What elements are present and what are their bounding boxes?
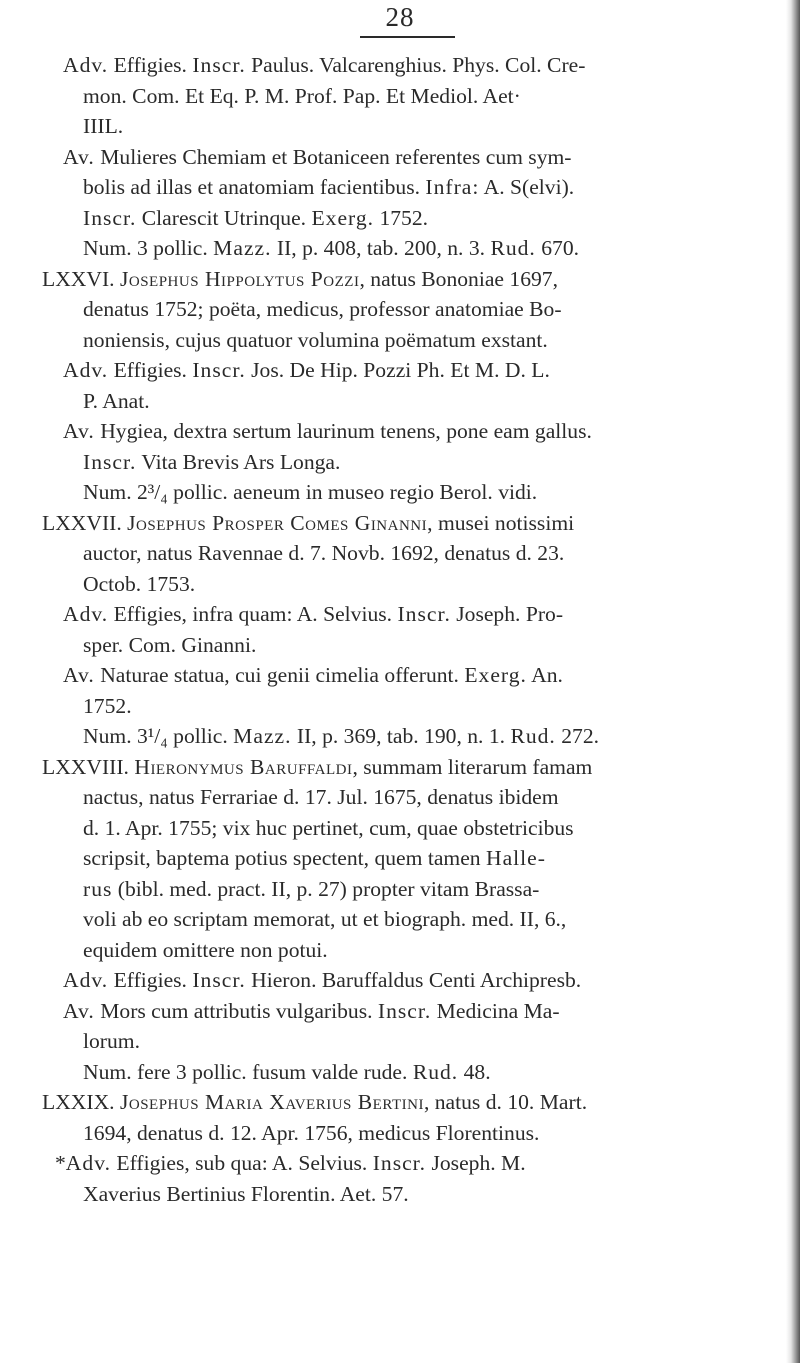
text-run: 670. bbox=[535, 236, 580, 260]
text-run: II, p. 369, tab. 190, n. 1. bbox=[291, 724, 511, 748]
text-run: Inscr. bbox=[83, 205, 137, 230]
text-run: noniensis, cujus quatuor volumina poëmatum exstant. bbox=[83, 327, 548, 352]
text-line bbox=[83, 721, 599, 752]
text-run: , musei notissimi bbox=[427, 510, 575, 535]
text-run: Inscr. bbox=[372, 1151, 427, 1175]
text-run: Inscr. bbox=[192, 358, 246, 382]
text-line bbox=[83, 813, 574, 844]
text-run: Adv. bbox=[63, 968, 109, 992]
text-run: Josephus Maria Xaverius Bertini bbox=[119, 1090, 424, 1114]
text-run: Octob. 1753. bbox=[83, 571, 196, 596]
text-run: Adv. bbox=[63, 53, 109, 77]
text-line bbox=[83, 233, 579, 264]
text-run: mon. Com. Et Eq. P. M. Prof. Pap. Et Mediol. Aet· bbox=[83, 83, 521, 108]
text-run: Xaverius Bertinius Florentin. Aet. 57. bbox=[83, 1181, 409, 1206]
text-run: IIIL. bbox=[83, 114, 124, 138]
text-line bbox=[42, 508, 574, 539]
text-line bbox=[42, 264, 558, 295]
text-run: , summam literarum famam bbox=[352, 754, 593, 779]
text-line bbox=[63, 965, 581, 996]
text-run: Adv. bbox=[63, 602, 109, 626]
text-line bbox=[83, 538, 564, 569]
text-run: rus bbox=[83, 876, 113, 901]
text-line bbox=[83, 1118, 539, 1149]
text-run: Rud. bbox=[412, 1059, 459, 1084]
text-line bbox=[63, 660, 563, 691]
text-run: Rud. bbox=[510, 724, 556, 748]
text-run: nactus, natus Ferrariae d. 17. Jul. 1675, denatus ibidem bbox=[83, 785, 559, 809]
text-line bbox=[42, 752, 592, 783]
text-line bbox=[83, 843, 546, 874]
text-run: Av. bbox=[63, 144, 95, 169]
text-run: auctor, natus Ravennae d. 7. Novb. 1692, denatus d. 23. bbox=[83, 541, 565, 565]
text-line bbox=[83, 904, 566, 935]
text-run: LXXVIII. bbox=[42, 754, 135, 779]
text-line bbox=[63, 416, 592, 447]
text-run: Effigies. bbox=[108, 968, 193, 992]
text-run: Num. fere 3 pollic. fusum valde rude. bbox=[83, 1059, 413, 1084]
text-run: Medicina Ma- bbox=[431, 998, 560, 1023]
text-line bbox=[83, 691, 132, 722]
text-run: LXXVII. bbox=[42, 510, 128, 535]
text-line bbox=[63, 599, 563, 630]
text-run: Naturae statua, cui genii cimelia offerunt. bbox=[94, 663, 465, 687]
text-line bbox=[83, 386, 150, 417]
text-line bbox=[63, 355, 550, 386]
text-line bbox=[42, 1087, 587, 1118]
text-line bbox=[83, 935, 328, 966]
text-run: equidem omittere non potui. bbox=[83, 937, 328, 962]
text-run: sper. Com. Ginanni. bbox=[83, 632, 257, 657]
text-line bbox=[83, 1179, 409, 1210]
text-run: Exerg. bbox=[464, 663, 527, 687]
text-line bbox=[63, 996, 560, 1027]
text-run: Adv. bbox=[63, 358, 109, 382]
text-line bbox=[83, 1057, 491, 1088]
text-run: Inscr. bbox=[192, 53, 246, 77]
text-run: d. 1. Apr. 1755; vix huc pertinet, cum, quae obstetricibus bbox=[83, 815, 574, 840]
page-number-rule bbox=[360, 36, 455, 38]
text-line bbox=[83, 630, 256, 661]
text-run: Av. bbox=[63, 663, 95, 687]
text-run: Joseph. Pro- bbox=[450, 602, 564, 626]
text-run: (bibl. med. pract. II, p. 27) propter vitam Brassa- bbox=[112, 876, 540, 901]
text-run: bolis ad illas et anatomiam facientibus. bbox=[83, 175, 426, 199]
text-run: 1752. bbox=[374, 205, 429, 230]
page-number: 28 bbox=[385, 2, 415, 32]
text-run: scripsit, baptema potius spectent, quem tamen bbox=[83, 846, 486, 870]
text-run: , natus d. 10. Mart. bbox=[423, 1090, 588, 1114]
text-line bbox=[83, 1026, 140, 1057]
text-run: Mors cum attributis vulgaribus. bbox=[94, 998, 378, 1023]
text-run: denatus 1752; poëta, medicus, professor anatomiae Bo- bbox=[83, 297, 562, 321]
text-line bbox=[83, 325, 548, 356]
text-run: An. bbox=[526, 663, 563, 687]
text-run: voli ab eo scriptam memorat, ut et biograph. med. II, 6., bbox=[83, 907, 567, 931]
text-run: Effigies. bbox=[108, 53, 193, 77]
text-run: LXXIX. bbox=[42, 1090, 120, 1114]
text-run: Num. 2³/₄ pollic. aeneum in museo regio Berol. vidi. bbox=[83, 480, 538, 504]
text-run: Inscr. bbox=[83, 449, 137, 474]
text-run: Inscr. bbox=[192, 968, 246, 992]
text-run: P. Anat. bbox=[83, 388, 150, 413]
text-run: Josephus Hippolytus Pozzi bbox=[119, 266, 360, 291]
text-run: Josephus Prosper Comes Ginanni bbox=[127, 510, 428, 535]
text-run: Mazz. bbox=[213, 236, 272, 260]
text-run: lorum. bbox=[83, 1029, 140, 1053]
text-run: II, p. 408, tab. 200, n. 3. bbox=[271, 236, 491, 260]
text-run: 272. bbox=[555, 724, 600, 748]
text-run: Halle- bbox=[486, 846, 546, 870]
text-run: Rud. bbox=[490, 236, 536, 260]
text-run: Av. bbox=[63, 998, 95, 1023]
text-run: 1752. bbox=[83, 693, 132, 718]
text-line bbox=[63, 50, 585, 81]
text-run: 48. bbox=[458, 1059, 491, 1084]
text-line bbox=[83, 569, 195, 600]
text-run: Jos. De Hip. Pozzi Ph. Et M. D. L. bbox=[245, 358, 550, 382]
text-line bbox=[83, 111, 123, 142]
text-run: Av. bbox=[63, 419, 95, 443]
text-run: Clarescit Utrinque. bbox=[136, 205, 312, 230]
text-line bbox=[83, 447, 340, 478]
text-line bbox=[83, 874, 539, 905]
text-line bbox=[55, 1148, 526, 1179]
text-run: Num. 3¹/₄ pollic. bbox=[83, 724, 234, 748]
text-line bbox=[63, 142, 572, 173]
text-run: Adv. bbox=[65, 1151, 111, 1175]
text-run: Paulus. Valcarenghius. Phys. Col. Cre- bbox=[245, 53, 586, 77]
text-run: Exerg. bbox=[311, 205, 375, 230]
text-line bbox=[83, 81, 521, 112]
text-run: Effigies, sub qua: A. Selvius. bbox=[110, 1151, 373, 1175]
text-run: Infra: bbox=[425, 175, 480, 199]
text-run: Joseph. M. bbox=[426, 1151, 526, 1175]
text-run: Hygiea, dextra sertum laurinum tenens, pone eam gallus. bbox=[94, 419, 592, 443]
text-run: LXXVI. bbox=[42, 266, 120, 291]
text-line bbox=[83, 294, 562, 325]
text-line bbox=[83, 203, 428, 234]
text-run: A. S(elvi). bbox=[479, 175, 575, 199]
text-run: 1694, denatus d. 12. Apr. 1756, medicus Florentinus. bbox=[83, 1120, 540, 1145]
text-run: Num. 3 pollic. bbox=[83, 236, 214, 260]
text-run: Mulieres Chemiam et Botaniceen referentes cum sym- bbox=[94, 144, 572, 169]
text-run: Inscr. bbox=[397, 602, 451, 626]
text-run: , natus Bononiae 1697, bbox=[359, 266, 558, 291]
text-run: Mazz. bbox=[233, 724, 292, 748]
text-run: Hieron. Baruffaldus Centi Archipresb. bbox=[245, 968, 582, 992]
text-run: Vita Brevis Ars Longa. bbox=[136, 449, 341, 474]
text-run: Hieronymus Baruffaldi bbox=[134, 754, 353, 779]
text-line bbox=[83, 782, 559, 813]
text-line bbox=[83, 172, 574, 203]
text-run: Effigies. bbox=[108, 358, 193, 382]
page-edge-shadow bbox=[786, 0, 800, 1363]
text-run: Effigies, infra quam: A. Selvius. bbox=[108, 602, 398, 626]
text-run: * bbox=[55, 1151, 66, 1175]
text-run: Inscr. bbox=[377, 998, 432, 1023]
text-line bbox=[83, 477, 537, 508]
